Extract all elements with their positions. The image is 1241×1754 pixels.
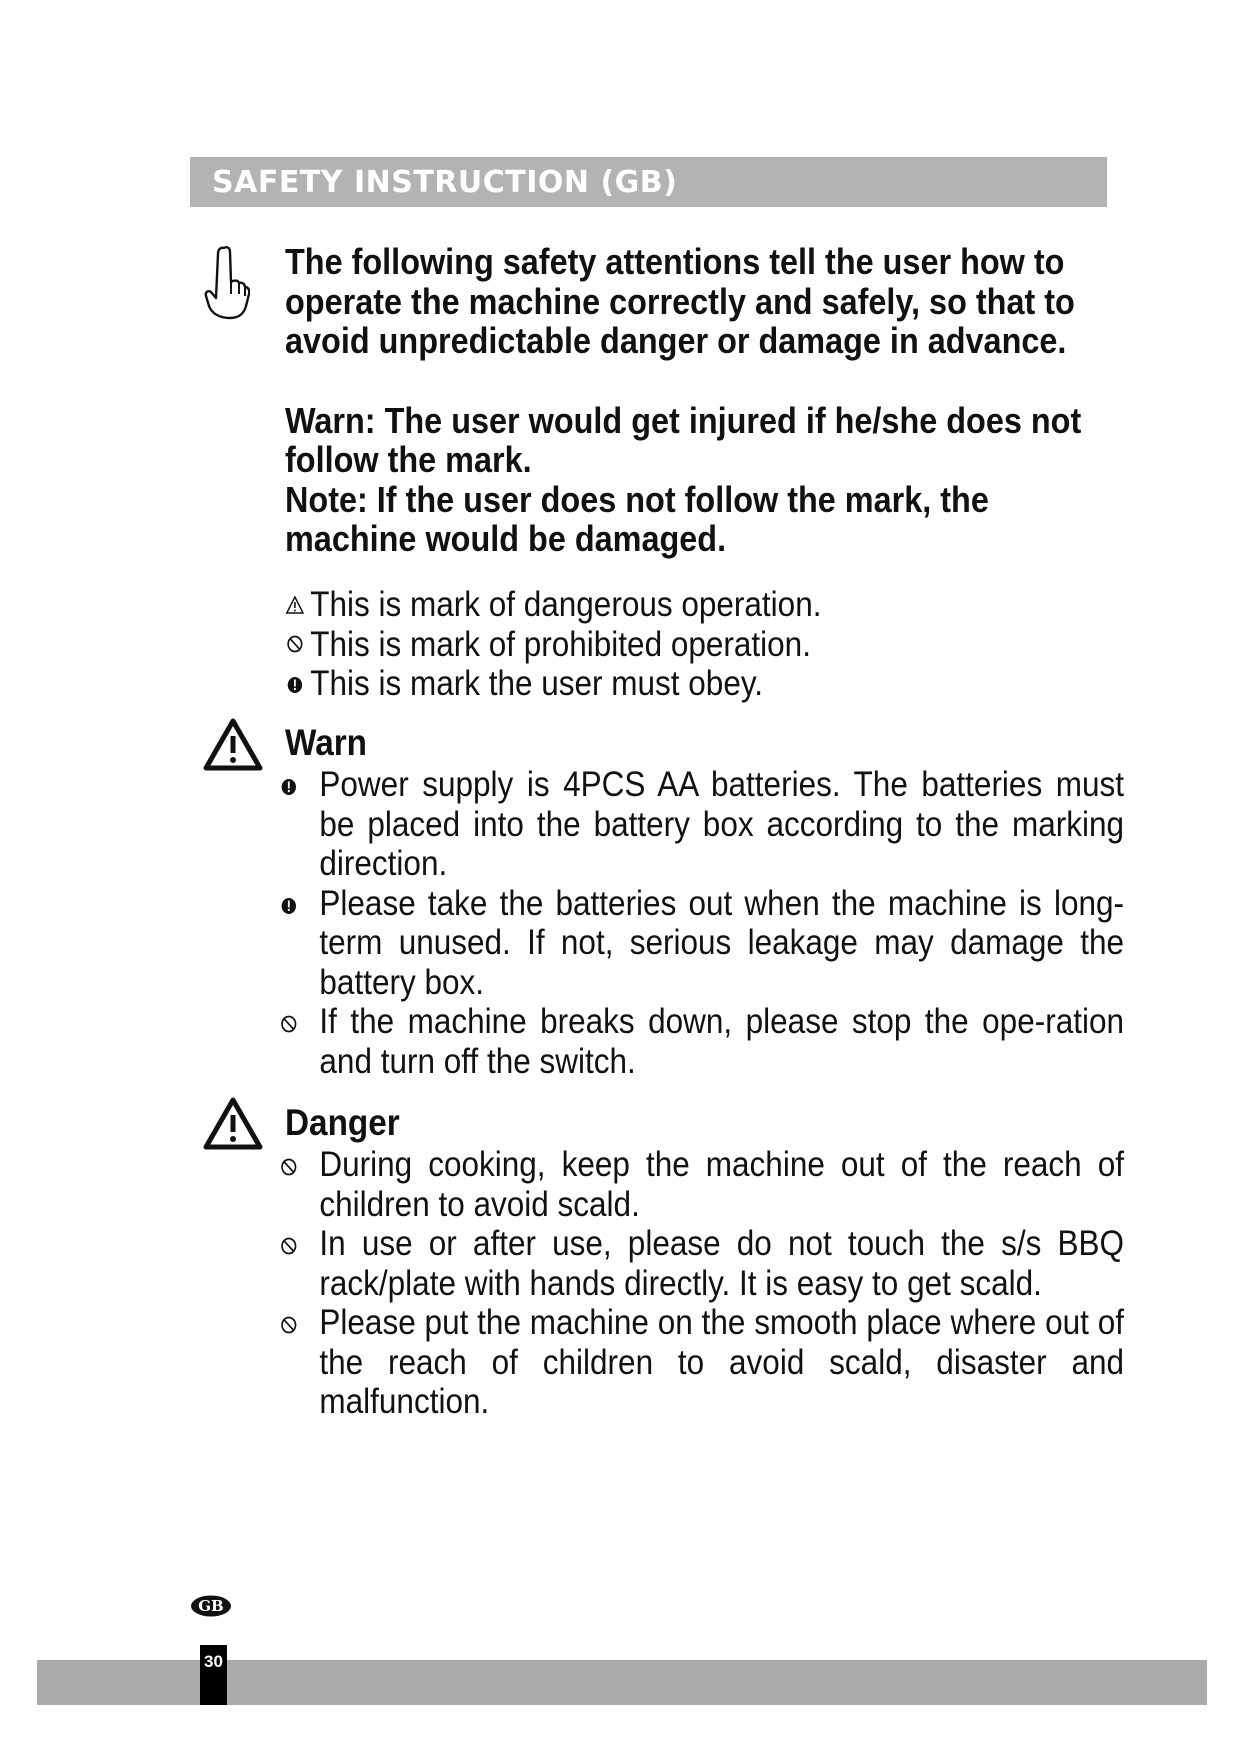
list-item [278, 1303, 1124, 1422]
danger-triangle-icon [203, 1097, 263, 1150]
mandatory-icon [280, 896, 298, 916]
country-badge-label: GB [198, 1597, 224, 1615]
note-definition: Note: If the user does not follow the mark, the machine would be damaged. [285, 478, 989, 559]
warn-definition: Warn: The user would get injured if he/she does not follow the mark. [285, 399, 1082, 480]
list-item-text: Power supply is 4PCS AA batteries. The batteries must be placed into the battery box according to the marking direction. [319, 765, 1124, 883]
mandatory-icon [280, 777, 298, 797]
list-item [278, 1224, 1124, 1303]
prohibited-icon [285, 634, 305, 654]
list-item [278, 1002, 1124, 1081]
mark-legend-text: This is mark of dangerous operation. [310, 585, 822, 624]
warning-triangle-icon [203, 718, 263, 771]
list-item-text: In use or after use, please do not touch the s/s BBQ rack/plate with hands directly. It is easy to get scald. [319, 1224, 1124, 1303]
prohibited-icon [280, 1157, 298, 1177]
list-item [278, 884, 1124, 1003]
country-badge [190, 1595, 232, 1617]
section-header-bar [190, 157, 1107, 207]
list-item [278, 765, 1124, 884]
list-item-text: During cooking, keep the machine out of the reach of children to avoid scald. [319, 1145, 1124, 1224]
warn-list [278, 765, 1124, 1081]
intro-paragraph: The following safety attentions tell the user how to operate the machine correctly and safely, so that to avoid unpredictable danger or damage in advance. [285, 241, 1075, 361]
mark-legend-item [285, 585, 821, 625]
mandatory-icon [285, 674, 305, 694]
list-item-text: If the machine breaks down, please stop the ope-ration and turn off the switch. [319, 1002, 1124, 1081]
danger-triangle-icon [285, 595, 305, 615]
intro-text [285, 242, 1104, 559]
list-item-text: Please take the batteries out when the machine is long-term unused. If not, serious leakage may damage the battery box. [319, 883, 1124, 1002]
mark-legend-text: This is mark of prohibited operation. [310, 624, 811, 664]
page-number: 30 [200, 1645, 227, 1705]
mark-legend-item [285, 664, 821, 704]
list-item-text: Please put the machine on the smooth place where out of the reach of children to avoid scald, disaster and malfunction. [319, 1303, 1124, 1421]
mark-legend-text: This is mark the user must obey. [310, 664, 764, 703]
mark-legend [285, 585, 821, 704]
prohibited-icon [280, 1315, 298, 1335]
warn-section-title: Warn [285, 722, 368, 763]
list-item [278, 1145, 1124, 1224]
danger-list [278, 1145, 1124, 1422]
mark-legend-item [285, 625, 821, 665]
pointing-finger-icon [204, 244, 250, 320]
danger-section-title: Danger [285, 1102, 400, 1143]
prohibited-icon [280, 1014, 298, 1034]
section-header-title: SAFETY INSTRUCTION (GB) [212, 164, 678, 200]
prohibited-icon [280, 1236, 298, 1256]
